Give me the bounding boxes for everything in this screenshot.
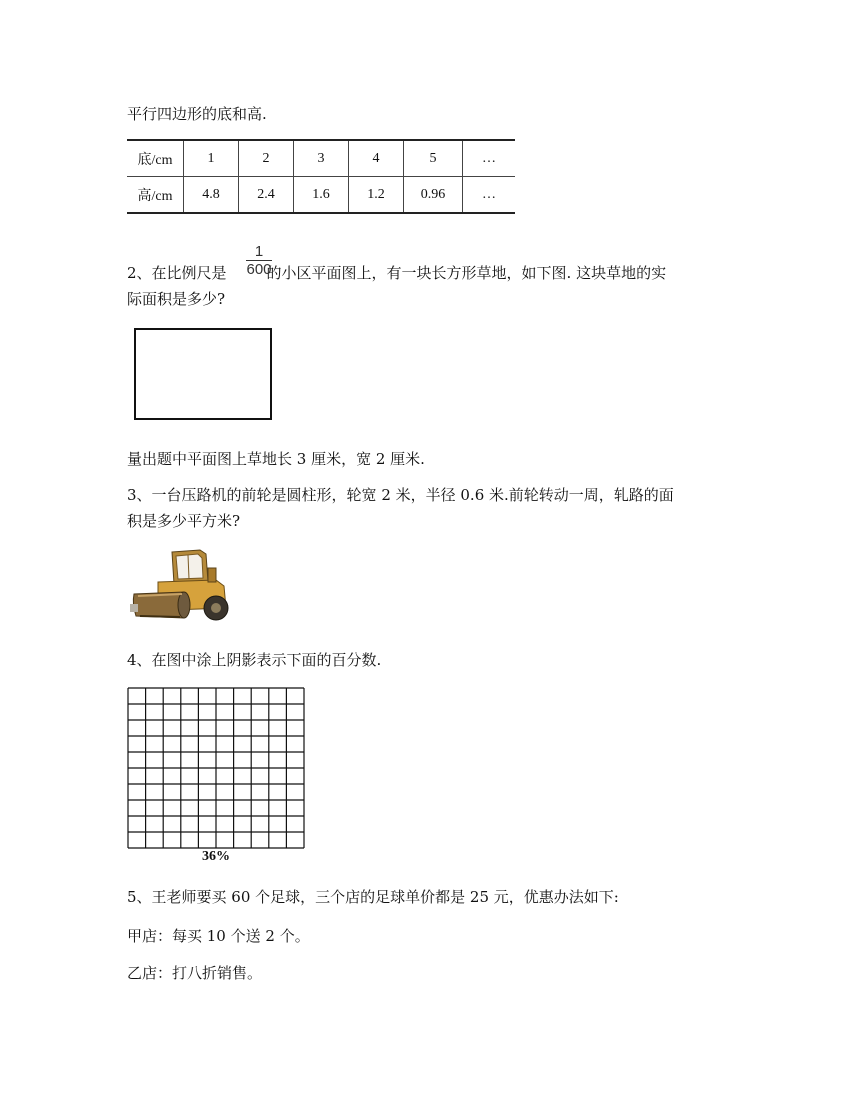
table-cell: 3 bbox=[294, 140, 349, 177]
road-roller-image bbox=[128, 546, 234, 626]
table-cell: 5 bbox=[404, 140, 463, 177]
q2-line1 bbox=[127, 262, 666, 284]
row-header: 高/cm bbox=[137, 188, 173, 204]
q5-line1: 5、王老师要买 60 个足球，三个店的足球单价都是 25 元，优惠办法如下: bbox=[127, 888, 619, 906]
table-cell: 4.8 bbox=[184, 177, 239, 214]
q4-line1: 4、在图中涂上阴影表示下面的百分数. bbox=[127, 651, 382, 669]
intro-text: 平行四边形的底和高. bbox=[127, 105, 267, 123]
scale-numerator: 1 bbox=[254, 243, 264, 260]
q3-line1: 3、一台压路机的前轮是圆柱形，轮宽 2 米，半径 0.6 米.前轮转动一周，轧路的面 bbox=[127, 486, 674, 504]
percent-grid[interactable] bbox=[126, 687, 308, 851]
table-cell: 2.4 bbox=[239, 177, 294, 214]
q2-suffix: 的小区平面图上，有一块长方形草地，如下图. 这块草地的实 bbox=[266, 264, 667, 282]
q2-measure: 量出题中平面图上草地长 3 厘米，宽 2 厘米. bbox=[127, 450, 425, 468]
lawn-rectangle bbox=[134, 328, 272, 420]
scale-denominator: 600 bbox=[246, 261, 272, 278]
table-cell: 1.2 bbox=[349, 177, 404, 214]
grid-percent-label: 36% bbox=[202, 849, 230, 864]
table-row bbox=[127, 140, 515, 177]
table-cell: … bbox=[463, 140, 516, 177]
table-cell: … bbox=[463, 177, 516, 214]
table-cell: 1.6 bbox=[294, 177, 349, 214]
q5-store-b: 乙店：打八折销售。 bbox=[127, 964, 263, 982]
row-header: 底/cm bbox=[127, 140, 184, 177]
scale-fraction bbox=[245, 244, 273, 278]
q2-prefix: 2、在比例尺是 bbox=[127, 264, 227, 282]
q3-line2: 积是多少平方米? bbox=[127, 512, 241, 530]
q2-line2: 际面积是多少? bbox=[127, 290, 226, 308]
table-cell: 2 bbox=[239, 140, 294, 177]
table-cell: 0.96 bbox=[404, 177, 463, 214]
table-row bbox=[127, 177, 515, 214]
table-cell: 4 bbox=[349, 140, 404, 177]
table-cell: 1 bbox=[184, 140, 239, 177]
q5-store-a: 甲店：每买 10 个送 2 个。 bbox=[127, 927, 310, 945]
base-height-table bbox=[127, 139, 515, 214]
